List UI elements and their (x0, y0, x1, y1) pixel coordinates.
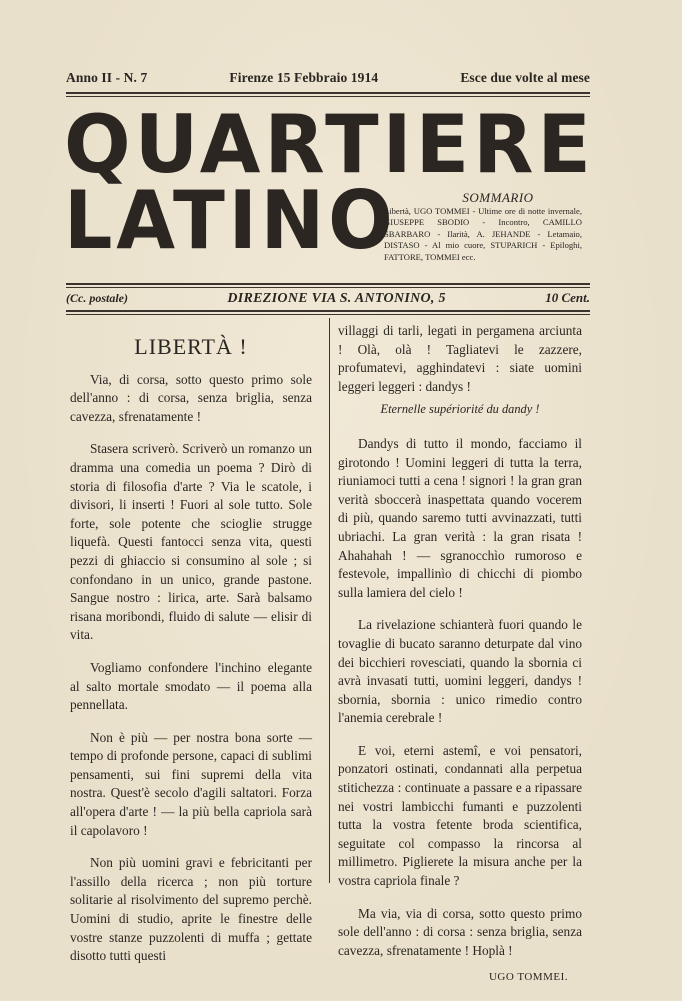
paragraph: Stasera scriverò. Scriverò un romanzo un dramma una comedia un poema ? Dirò di storia di filosofia d'arte ? Via le scatole, i divisori, li inserti ! Fuori al sole tutto. Sole forte, sole potente che scioglie strugge liquefà. Questi fantocci senza vita, questi pezzi di ghiaccio si consumino al sole ; si confondano in un unico, grande pastone. Sangue nostro : lirica, arte. Sarà balsamo risana moribondi, fluido di salute — elisir di vita. (70, 441, 312, 643)
editorial-address: DIREZIONE VIA S. ANTONINO, 5 (227, 291, 446, 306)
paragraph: E voi, eterni astemî, e voi pensatori, ponzatori ostinati, condannati alla perpetua stitichezza : continuate a passare e a ripassare nei vostri lambicchi fumanti e puzzolenti tutta la vostra fetente broda scientifica, seguitate col compasso la rincorsa al millimetro. Piglierete la misura anche per la vostra capriola finale ? (338, 742, 582, 889)
top-info-line (66, 70, 590, 86)
paragraph: Non è più — per nostra bona sorte — tempo di profonde persone, capaci di sublimi pensamenti, sui fini supremi della vita nostra. Quest'è secolo d'agili saltatori. Forza all'opera d'arte ! — la più bella capriola sarà il capolavoro ! (70, 729, 312, 838)
column-divider (329, 318, 330, 883)
french-quote: Eternelle supériorité du dandy ! (380, 402, 540, 417)
top-rule-thin (66, 96, 590, 97)
top-rule (66, 92, 590, 94)
article-column-2 (338, 322, 582, 1001)
paragraph: La rivelazione schianterà fuori quando le tovaglie di bucato saranno deturpate dal vino dei bicchieri rovesciati, quando la sbornia ci avrà invasati tutti, uomini leggeri, dandys ! sbornia, sbornia : unico rimedio contro l'anemia cerebrale ! (338, 617, 582, 726)
subheader-line (66, 290, 590, 307)
postal-note: (Cc. postale) (66, 291, 128, 305)
subheader-rule-top-thin (66, 287, 590, 288)
paragraph: Vogliamo confondere l'inchino elegante al salto mortale smodato — il poema alla pennellata. (70, 659, 312, 713)
subheader-rule-bottom (66, 310, 590, 312)
article-column-1 (70, 334, 312, 980)
table-of-contents (384, 192, 582, 264)
toc-text: Libertà, UGO TOMMEI - Ultime ore di notte invernale, GIUSEPPE SBODIO - Incontro, CAMILLO SBARBARO - Ilarità, A. JEHANDE - Letamaio, DISTASO - Al mio cuore, STUPARICH - Epiloghi, FATTORE, TOMMEI ecc. (384, 205, 582, 262)
subheader-rule-bottom-thin (66, 314, 590, 315)
paragraph: Dandys di tutto il mondo, facciamo il girotondo ! Uomini leggeri di tutta la terra, riuniamoci tutti a cena ! signori ! la gran gran verità sboccerà inaspettata quando vocerem di più, quando saremo tutti avvinazzati, tutti ubriachi. La gran verità : la gran risata ! Ahahahah ! — sgranocchìo rumoroso e festevole, impallinìo di chicchi di piombo sulla lamiera del cielo ! (338, 435, 582, 600)
paragraph: Non più uomini gravi e febricitanti per l'assillo della ricerca ; non più torture solitarie al risolvimento del supremo perchè. Uomini di studio, aprite le finestre delle vostre stanze puzzolenti di muffa ; gettate disotto tutti questi (70, 855, 312, 964)
subheader-rule-top (66, 283, 590, 285)
paragraph: Ma via, via di corsa, sotto questo primo sole dell'anno : di corsa : senza briglia, senza cavezza, sfrenatamente ! Hoplà ! (338, 905, 582, 958)
price: 10 Cent. (545, 290, 590, 305)
paragraph: Via, di corsa, sotto questo primo sole dell'anno : di corsa, senza briglia, senza cavezza, sfrenatamente ! (70, 371, 312, 424)
paragraph: villaggi di tarli, legati in pergamena arciunta ! Olà, olà ! Tagliatevi le zazzere, profumatevi, agghindatevi : siate uomini leggeri leggeri : dandys ! (338, 323, 582, 394)
publication-frequency: Esce due volte al mese (460, 70, 590, 85)
issue-date: Firenze 15 Febbraio 1914 (229, 70, 379, 85)
issue-number: Anno II - N. 7 (66, 70, 148, 85)
masthead-line-1: QUARTIERE (64, 98, 595, 191)
author-signature: UGO TOMMEI. (488, 971, 568, 984)
toc-title: SOMMARIO (462, 190, 534, 205)
article-title: LIBERTÀ ! (134, 334, 248, 359)
masthead-line-2: LATINO (64, 174, 397, 267)
